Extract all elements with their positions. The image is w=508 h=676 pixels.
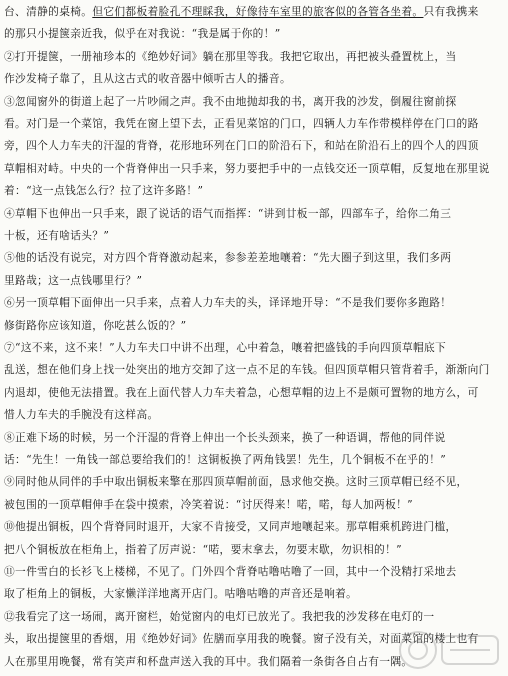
line-text: 着：“这一点钱怎么行？拉了这许多路！” xyxy=(4,184,204,198)
text-line xyxy=(4,429,504,447)
line-text: 人在那里用晚餐，常有笑声和杯盘声送入我的耳中。我们隔着一条街各自占有一隅。 xyxy=(4,654,413,668)
text-line xyxy=(4,496,504,514)
line-text: 旁，四个人力车夫的汗湿的背脊，花形地环列在门口的阶沿石下，和站在阶沿石上的四个人的四顶 xyxy=(4,139,479,153)
line-text: 作沙发椅子靠了，且从这古式的收音器中倾听古人的播音。 xyxy=(4,72,291,86)
text-line xyxy=(4,384,504,402)
line-text: ⑥另一顶草帽下面伸出一只手来，点着人力车夫的头，译译地开导：“不是我们要你多跑路！ xyxy=(4,296,452,310)
line-text: ③忽闻窗外的街道上起了一片吵闹之声。我不由地抛却我的书，离开我的沙发，倒履往窗前探 xyxy=(4,94,457,108)
line-text: 里路哉；这一点钱哪里行？” xyxy=(4,273,143,287)
underlined-sentence: 但它们都板着脸孔不理睬我，好像待车室里的旅客似的各管各坐着。 xyxy=(92,5,424,18)
text-line xyxy=(4,3,504,21)
text-line xyxy=(4,160,504,178)
line-text: 头，取出提箧里的香烟，用《绝妙好词》佐膳而享用我的晚餐。窗子没有关，对面菜馆的楼上也有 xyxy=(4,632,479,646)
line-text: 乱送，想在他们身上找一处突出的地方交卸了这一点不足的车钱。但四顶草帽只管背着手，渐渐向门 xyxy=(4,363,490,377)
line-text: ⑤他的话没有说完，对方四个背脊激动起来，参参差差地嚷着：“先大圈子到这里，我们多两 xyxy=(4,251,452,265)
line-text: 看。对门是一个菜馆，我凭在窗上望下去，正看见菜馆的门口，四辆人力车作带模样停在门口的路 xyxy=(4,117,479,130)
text-line xyxy=(4,451,504,469)
line-text: ⑨同时他从同伴的手中取出铜板来擎在那四顶草帽前面，恳求他交换。这时三顶草帽已经不见， xyxy=(4,475,468,489)
text-line xyxy=(4,361,504,379)
text-line xyxy=(4,48,504,66)
line-text: 草帽相对峙。中央的一个背脊伸出一只手来，努力要把手中的一点钱交还一顶草帽，反复地在那里说 xyxy=(4,161,490,175)
line-text: 取了柜角上的铜板，大家懒洋洋地离开店门。咕噜咕噜的声音还是响着。 xyxy=(4,587,358,601)
line-text: ④草帽下也伸出一只手来，跟了说话的语气而指挥：“讲到廿板一部，四部车子，给你二角三 xyxy=(4,206,452,220)
text-line xyxy=(4,249,504,267)
line-text: ⑩他提出铜板，四个背脊同时退开，大家不肯接受，又同声地嚷起来。那草帽乘机跨进门槛， xyxy=(4,520,457,534)
text-line xyxy=(4,115,504,133)
text-line xyxy=(4,70,504,88)
text-line xyxy=(4,25,504,43)
line-text: 被包围的一顶草帽伸手在袋中摸索，冷笑着说：“讨厌得来！喏，喏，每人加两板！” xyxy=(4,497,413,511)
line-text: 惜人力车夫的手腕没有这样高。 xyxy=(4,408,159,422)
text-line xyxy=(4,317,504,335)
text-line xyxy=(4,473,504,491)
line-text: ⑫我看完了这一场闹，离开窗栏，始觉窗内的电灯已放光了。我把我的沙发移在电灯的一 xyxy=(4,609,435,623)
text-line xyxy=(4,585,504,603)
text-line xyxy=(4,137,504,155)
line-text: ⑧正难下场的时候，另一个汗湿的背脊上伸出一个长头颈来，换了一种语调，帮他的同伴说 xyxy=(4,430,446,444)
text-line xyxy=(4,227,504,245)
line-text: 把八个铜板放在柜角上，指着了厉声说：“喏，要末拿去，勿要末歇，勿识相的！” xyxy=(4,542,402,556)
line-text: ⑦“这不来，这不来！”人力车夫口中讲不出理，心中着急，嚷着把盛钱的手向四顶草帽底下 xyxy=(4,341,447,354)
text-line xyxy=(4,406,504,424)
line-text-tail: 只有我携来 xyxy=(423,5,479,18)
line-text: 内退却，使他无法措置。我在上面代替人力车夫着急，心想草帽的边上不是颇可置物的地方么，可 xyxy=(4,385,479,399)
line-text: 十板，还有啥话头？” xyxy=(4,229,110,242)
line-text: 话：“先生！一角钱一部总要给我们的！这铜板换了两角钱罢！先生，几个铜板不在乎的！” xyxy=(4,453,447,466)
line-text: 修街路你应该知道，你吃甚么饭的？” xyxy=(4,318,187,332)
text-line xyxy=(4,294,504,312)
line-text: 的那只小提箧亲近我，似乎在对我说：“我是属于你的！” xyxy=(4,27,281,41)
line-text: ⑪一件雪白的长衫飞上楼梯，不见了。门外四个背脊咕噜咕噜了一回，其中一个没精打采地去 xyxy=(4,565,457,578)
line-text: ②打开提箧，一册袖珍本的《绝妙好词》躺在那里等我。我把它取出，再把被头叠置枕上，当 xyxy=(4,49,457,63)
text-line xyxy=(4,518,504,536)
text-line xyxy=(4,205,504,223)
watermark-stamp-icon xyxy=(398,628,502,672)
text-line xyxy=(4,339,504,357)
text-line xyxy=(4,272,504,290)
text-line xyxy=(4,563,504,581)
text-line xyxy=(4,608,504,626)
text-line xyxy=(4,541,504,559)
line-text: 台、清静的桌椅。 xyxy=(4,5,93,18)
text-line xyxy=(4,182,504,200)
text-line xyxy=(4,93,504,111)
